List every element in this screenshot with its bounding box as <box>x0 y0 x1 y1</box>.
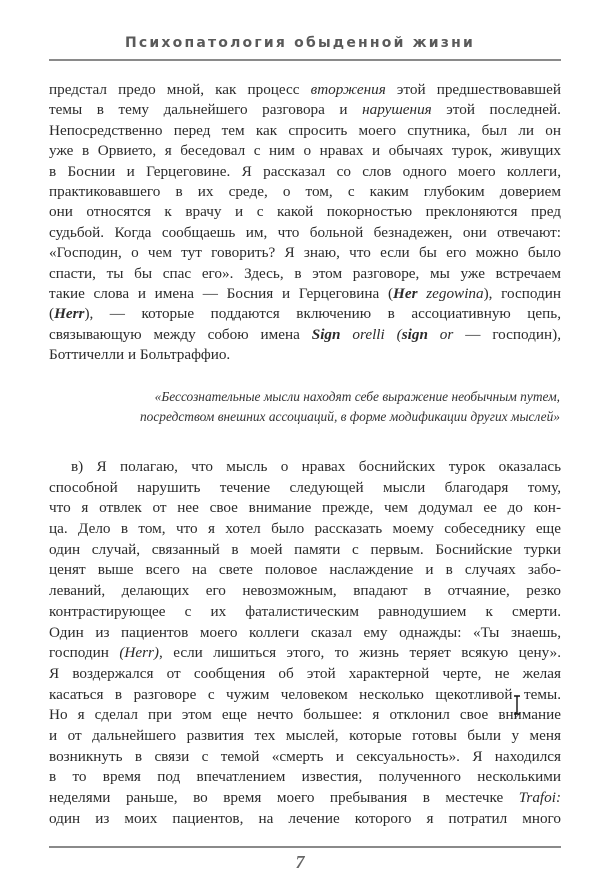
text-segment: такие слова и имена — Босния и Герцеговина ( <box>49 284 394 302</box>
text-line <box>49 498 561 519</box>
text-cursor-icon <box>513 695 521 715</box>
emphasis-text: orelli ( <box>340 325 402 343</box>
text-segment: в то время под впечатлением известия, полученного несколькими <box>49 768 561 786</box>
text-segment: «Господин, о чем тут говорить? Я знаю, что если бы его можно было <box>49 244 561 262</box>
text-line <box>49 643 561 664</box>
text-segment: господин <box>49 644 120 662</box>
text-segment: , если лишиться этого, то жизнь теряет всякую цену». <box>158 644 561 662</box>
page-number: 7 <box>295 852 305 872</box>
text-segment: судьбой. Когда сообщаешь им, что больной безнадежен, они отвечают: <box>49 223 561 241</box>
text-segment: способной нарушить течение следующей мысли благодаря тому, <box>49 478 561 496</box>
emphasis-text: or <box>427 325 454 343</box>
text-segment: и от дальнейшего развития тех мыслей, которые готовы были у меня <box>49 726 561 744</box>
paragraph <box>49 457 561 829</box>
text-segment: ( <box>49 305 55 323</box>
pull-quote-line: «Бессознательные мысли находят себе выражение необычным путем, <box>154 389 560 404</box>
text-segment: в Боснии и Герцеговине. Я рассказал со слов одного моего коллеги, <box>49 162 561 180</box>
text-segment: темы в тему дальнейшего разговора и <box>49 101 363 119</box>
emphasis-text: Sign <box>311 325 341 343</box>
emphasis-text: Trafoi: <box>518 789 561 806</box>
text-segment: спасти, ты бы спас его». Здесь, в этом разговоре, мы уже встречаем <box>49 264 561 282</box>
text-line <box>49 243 561 263</box>
text-line <box>49 519 561 540</box>
text-segment: ), господин <box>483 284 561 302</box>
footer-rule <box>49 846 561 848</box>
text-line <box>49 623 561 644</box>
text-line <box>49 223 561 243</box>
text-segment: практиковавшего в их среде, о том, с каким глубоким доверием <box>49 182 561 200</box>
emphasis-text: sign <box>401 325 428 343</box>
text-line <box>49 80 561 100</box>
emphasis-text: (Herr) <box>119 644 159 662</box>
text-segment: Боттичелли и Больтраффио. <box>49 346 231 364</box>
text-line <box>49 457 561 478</box>
text-line <box>49 726 561 747</box>
text-line <box>49 162 561 182</box>
text-segment: Но я сделал при этом еще нечто большее: я отклонил свое внимание <box>49 706 561 724</box>
emphasis-text: Her <box>393 284 418 302</box>
text-segment: Я воздержался от сообщения об этой характерной черте, не желая <box>49 664 561 682</box>
text-line <box>49 705 561 726</box>
text-line <box>49 141 561 161</box>
text-segment: возникнуть в связи с темой «смерть и сексуальность». Я находился <box>49 747 561 765</box>
header-rule <box>49 59 561 61</box>
text-segment: один из моих пациентов, на лечение которого я потратил много <box>49 809 561 827</box>
pull-quote-line: посредством внешних ассоциаций, в форме модификации других мыслей» <box>139 409 560 424</box>
text-segment: контрастирующее с их фаталистическим равнодушием к смерти. <box>49 602 561 620</box>
text-segment: предстал предо мной, как процесс <box>49 81 311 98</box>
text-line <box>49 540 561 561</box>
text-segment: неделями раньше, во время моего пребывания в местечке <box>49 789 519 806</box>
emphasis-text: zegowina <box>417 284 484 302</box>
text-line <box>49 602 561 623</box>
text-line <box>49 202 561 222</box>
text-line <box>49 100 561 120</box>
text-segment: касаться в разговоре с чужим человеком несколько щекотливой темы. <box>49 685 561 703</box>
text-segment: этой предшествовавшей <box>385 81 561 98</box>
text-segment: уже в Орвието, я беседовал с ним о нравах и обычаях турок, живущих <box>49 142 561 160</box>
text-line <box>49 809 561 830</box>
text-line <box>49 788 561 809</box>
text-line <box>49 664 561 685</box>
text-segment: связывающую между собою имена <box>49 325 312 343</box>
text-line <box>49 345 561 365</box>
text-segment: леваний, делающих его невозможным, впадают в отчаяние, резко <box>49 582 561 600</box>
text-segment: ца. Дело в том, что я хотел было рассказать моему собеседнику еще <box>49 520 561 538</box>
paragraph <box>49 80 561 365</box>
text-line <box>49 182 561 202</box>
text-line <box>49 747 561 768</box>
text-segment: — господин), <box>453 325 562 343</box>
text-line <box>49 121 561 141</box>
text-segment: Непосредственно перед тем как спросить моего спутника, был ли он <box>49 121 561 139</box>
running-head-title: Психопатология обыденной жизни <box>124 35 476 51</box>
text-segment: этой последней. <box>431 101 561 119</box>
text-line <box>49 284 561 304</box>
emphasis-text: Herr <box>54 305 85 323</box>
text-segment: ), — которые поддаются включению в ассоциативную цепь, <box>84 305 561 323</box>
text-line <box>49 581 561 602</box>
pull-quote <box>60 387 560 427</box>
text-segment: что я отвлек от нее свое внимание прежде, чем додумал ее до кон- <box>49 499 561 517</box>
emphasis-text: вторжения <box>310 81 386 98</box>
text-line <box>49 264 561 284</box>
text-line <box>49 325 561 345</box>
text-segment: Один из пациентов моего коллеги сказал ему однажды: «Ты знаешь, <box>49 623 561 641</box>
text-line <box>49 304 561 324</box>
text-line <box>49 767 561 788</box>
text-segment: в) Я полагаю, что мысль о нравах боснийских турок оказалась <box>71 458 561 475</box>
text-line <box>49 478 561 499</box>
text-segment: один случай, связанный в моей памяти с первым. Боснийские турки <box>49 540 561 558</box>
text-segment: они относятся к врачу и с какой покорностью преклоняются пред <box>49 203 561 221</box>
text-segment: ценят выше всего на свете половое наслаждение и в случаях забо- <box>49 561 561 579</box>
emphasis-text: нарушения <box>362 101 432 119</box>
text-line <box>49 685 561 706</box>
text-line <box>49 560 561 581</box>
